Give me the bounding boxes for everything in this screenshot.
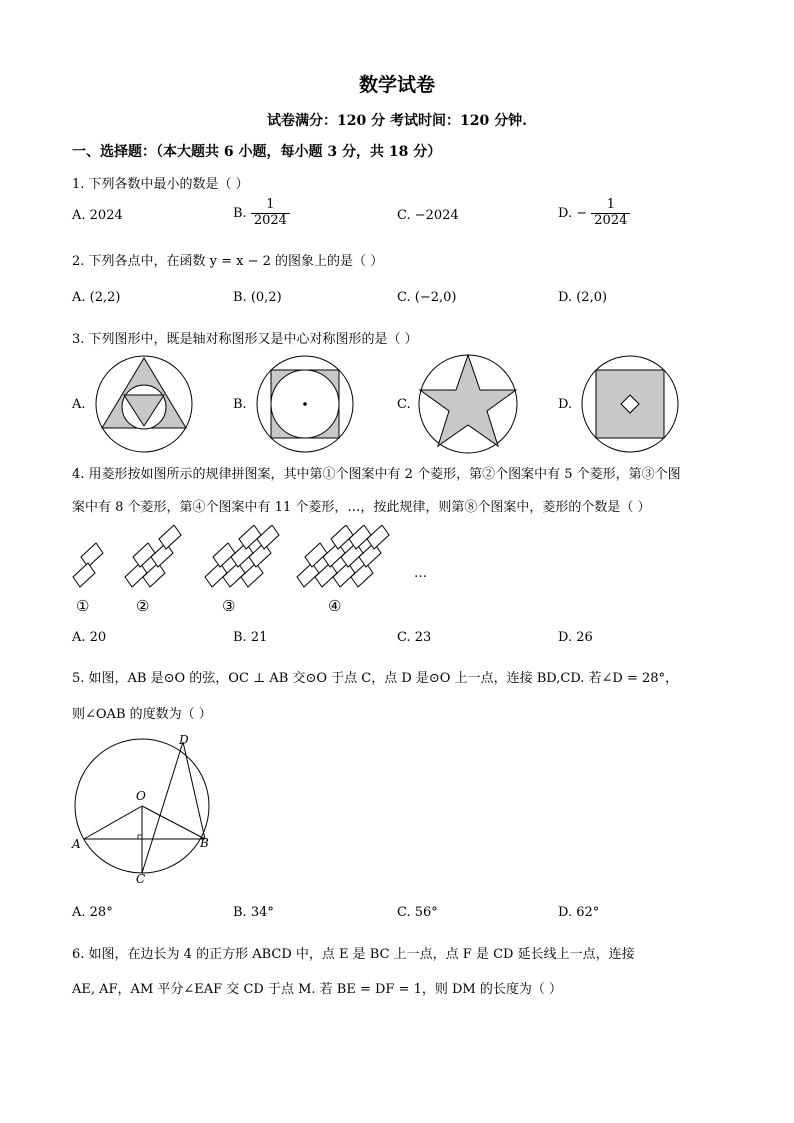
rhombus xyxy=(81,543,103,567)
fraction-numerator: 1 xyxy=(591,198,630,214)
q3-figure-b xyxy=(253,352,363,457)
q4-option-b: B. 21 xyxy=(233,630,268,645)
rhombus xyxy=(349,525,371,549)
q1-option-d-fraction xyxy=(591,198,630,229)
q4-rhombus-patterns xyxy=(70,525,450,620)
rhombus xyxy=(133,543,155,567)
q2-option-b: B. (0,2) xyxy=(233,290,282,305)
q2-option-c: C. (−2,0) xyxy=(397,290,457,305)
q3-figure-a xyxy=(90,352,200,457)
section-heading: 一、选择题：（本大题共 6 小题，每小题 3 分，共 18 分） xyxy=(72,144,442,160)
rhombus xyxy=(257,525,279,549)
rhombus xyxy=(143,563,165,587)
q2-option-a: A. (2,2) xyxy=(72,290,121,305)
point-label-c: C xyxy=(136,872,146,886)
rhombus xyxy=(231,543,253,567)
rhombus xyxy=(333,563,355,587)
rhombus xyxy=(367,525,389,549)
q3-option-a: A. xyxy=(72,397,86,412)
q4-stem-line1: 4. 用菱形按如图所示的规律拼图案，其中第①个图案中有 2 个菱形，第②个图案中有 5 个菱形，第③个图 xyxy=(72,467,681,482)
q5-stem-line2: 则∠OAB 的度数为（ ） xyxy=(72,707,212,722)
rhombus xyxy=(239,525,261,549)
rhombus xyxy=(249,543,271,567)
rhombus xyxy=(223,563,245,587)
rhombus xyxy=(305,543,327,567)
q3-figure-c xyxy=(415,352,525,457)
q1-option-c: C. −2024 xyxy=(397,208,459,223)
q3-stem: 3. 下列图形中，既是轴对称图形又是中心对称图形的是（ ） xyxy=(72,332,418,347)
q5-circle-figure xyxy=(66,730,226,890)
q1-option-a: A. 2024 xyxy=(72,208,123,223)
exam-info: 试卷满分：120 分 考试时间：120 分钟. xyxy=(267,113,527,129)
fraction-denominator: 2024 xyxy=(253,212,287,228)
q3-option-b: B. xyxy=(233,397,247,412)
q1-stem: 1. 下列各数中最小的数是（ ） xyxy=(72,177,249,192)
pattern-ellipsis: … xyxy=(414,566,427,581)
point-label-d: D xyxy=(179,733,189,747)
q4-option-a: A. 20 xyxy=(72,630,107,645)
q4-option-d: D. 26 xyxy=(558,630,593,645)
q4-option-c: C. 23 xyxy=(397,630,432,645)
q1-option-d xyxy=(558,198,630,229)
rhombus xyxy=(205,563,227,587)
q1-option-d-sign: − xyxy=(576,205,588,221)
rhombus xyxy=(73,563,95,587)
q5-option-a: A. 28° xyxy=(72,905,113,920)
rhombus xyxy=(315,563,337,587)
q6-stem-line2: AE, AF，AM 平分∠EAF 交 CD 于点 M. 若 BE = DF = 1，则 DM 的长度为（ ） xyxy=(72,982,562,997)
q1-option-b xyxy=(233,198,290,229)
pattern-label-4: ④ xyxy=(328,597,342,615)
q4-stem-line2: 案中有 8 个菱形，第④个图案中有 11 个菱形，…，按此规律，则第⑧个图案中，菱形的个数是（ ） xyxy=(72,500,651,515)
q2-stem: 2. 下列各点中，在函数 y = x − 2 的图象上的是（ ） xyxy=(72,254,384,269)
fraction-numerator: 1 xyxy=(251,198,290,214)
rhombus xyxy=(323,543,345,567)
q5-option-d: D. 62° xyxy=(558,905,600,920)
pattern-label-2: ② xyxy=(136,597,150,615)
point-label-o: O xyxy=(136,789,146,803)
q1-option-b-fraction xyxy=(251,198,290,229)
fraction-denominator: 2024 xyxy=(594,212,628,228)
rhombus xyxy=(359,543,381,567)
pattern-label-3: ③ xyxy=(222,597,236,615)
q1-option-b-label: B. xyxy=(233,205,247,221)
q6-stem-line1: 6. 如图，在边长为 4 的正方形 ABCD 中，点 E 是 BC 上一点，点 F 是 CD 延长线上一点，连接 xyxy=(72,947,635,962)
q5-option-c: C. 56° xyxy=(397,905,438,920)
q3-option-c: C. xyxy=(397,397,411,412)
rhombus xyxy=(213,543,235,567)
rhombus xyxy=(297,563,319,587)
point-label-a: A xyxy=(72,837,81,851)
q2-option-d: D. (2,0) xyxy=(558,290,608,305)
page-title: 数学试卷 xyxy=(358,74,435,96)
q5-stem-line1: 5. 如图，AB 是⊙O 的弦，OC ⊥ AB 交⊙O 于点 C，点 D 是⊙O 上一点，连接 BD,CD. 若∠D = 28°， xyxy=(72,671,679,686)
rhombus xyxy=(159,525,181,549)
rhombus xyxy=(331,525,353,549)
rhombus xyxy=(151,543,173,567)
rhombus xyxy=(241,563,263,587)
rhombus xyxy=(351,563,373,587)
pattern-label-1: ① xyxy=(76,597,90,615)
q3-figure-d xyxy=(578,352,688,457)
point-label-b: B xyxy=(200,836,209,850)
q5-option-b: B. 34° xyxy=(233,905,274,920)
q1-option-d-label: D. xyxy=(558,205,573,221)
rhombus xyxy=(341,543,363,567)
q3-option-d: D. xyxy=(558,397,573,412)
rhombus xyxy=(125,563,147,587)
